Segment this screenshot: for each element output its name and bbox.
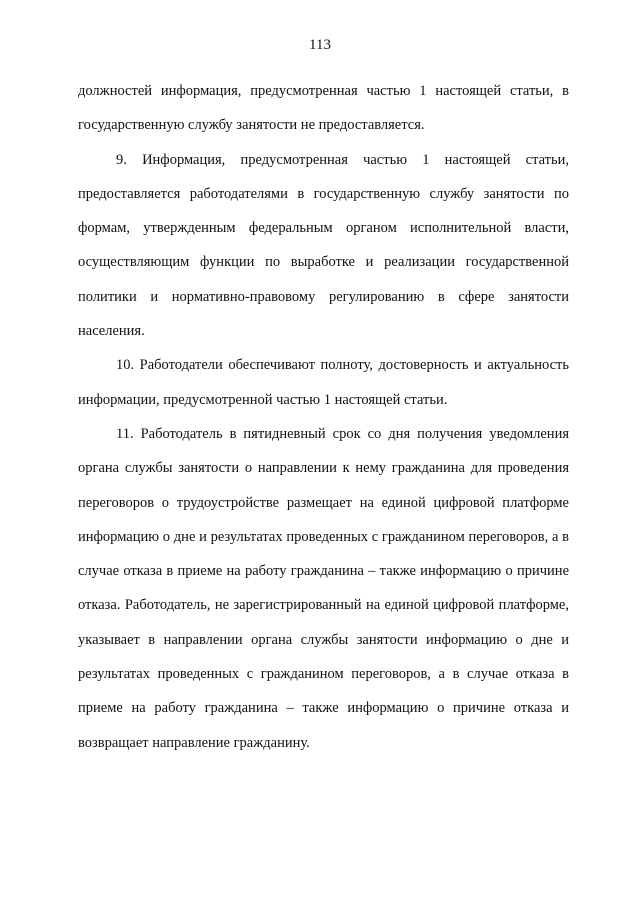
document-body [78,74,569,760]
paragraph-9: 9. Информация, предусмотренная частью 1 настоящей статьи, предоставляется работодателями в государственную службу занятости по формам, утвержденным федеральным органом исполнительной власти, осуществляющим функции по выработке и реализации государственной политики и нормативно-правовому регулированию в сфере занятости населения. [78,151,569,340]
paragraph-continued: должностей информация, предусмотренная частью 1 настоящей статьи, в государственную службу занятости не предоставляется. [78,83,569,134]
page-number: 113 [309,37,331,53]
paragraph-11: 11. Работодатель в пятидневный срок со дня получения уведомления органа службы занятости о направлении к нему гражданина для проведения переговоров о трудоустройстве размещает на единой цифровой платформе информацию о дне и результатах проведенных с гражданином переговоров, а в случае отказа в приеме на работу гражданина – также информацию о причине отказа. Работодатель, не зарегистрированный на единой цифровой платформе, указывает в направлении органа службы занятости информацию о дне и результатах проведенных с гражданином переговоров, а в случае отказа в приеме на работу гражданина – также информацию о причине отказа и возвращает направление гражданину. [78,425,569,751]
paragraph-10: 10. Работодатели обеспечивают полноту, достоверность и актуальность информации, предусмотренной частью 1 настоящей статьи. [78,357,569,408]
